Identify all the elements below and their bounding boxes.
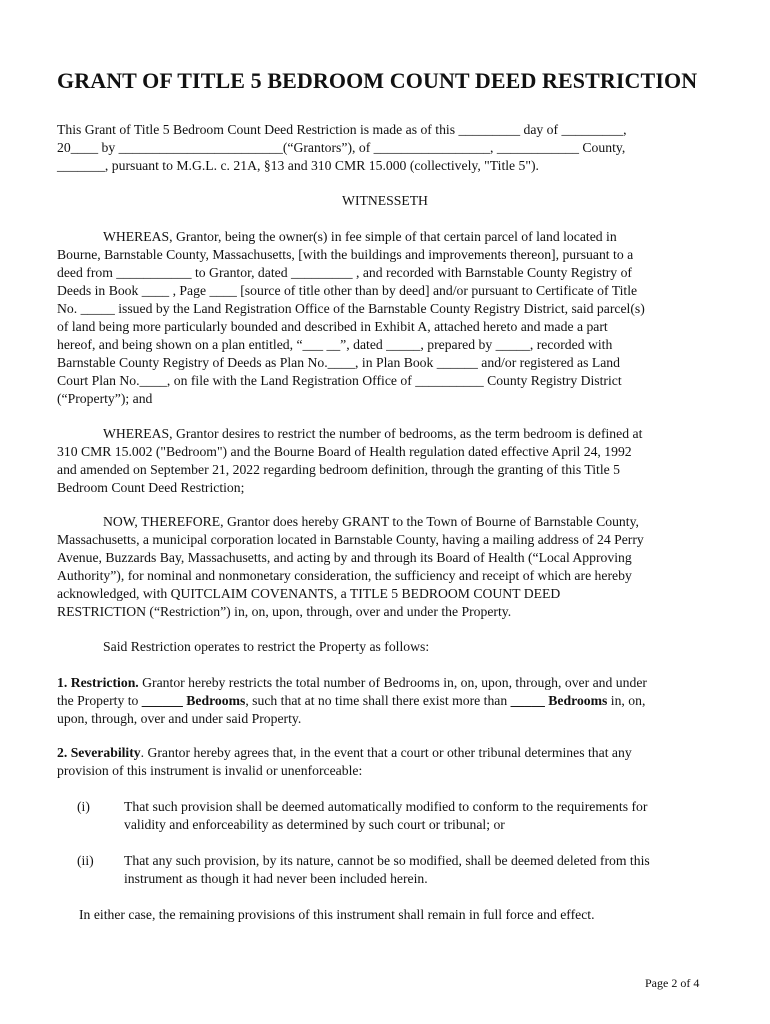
document-title: GRANT OF TITLE 5 BEDROOM COUNT DEED RESTRICTION — [57, 68, 698, 93]
paragraph-line: and amended on September 21, 2022 regarding bedroom definition, through the granting of this Title 5 — [57, 462, 620, 477]
section-text: in, on, — [607, 693, 646, 708]
list-line: That any such provision, by its nature, cannot be so modified, shall be deemed deleted from this — [124, 853, 650, 868]
bedrooms-label: Bedrooms — [544, 693, 608, 708]
bedroom-count-blank: _____ — [510, 693, 545, 708]
paragraph-line: hereof, and being shown on a plan entitled, “___ __”, dated _____, prepared by _____, recorded with — [57, 337, 613, 352]
section-text: , such that at no time shall there exist more than — [245, 693, 511, 708]
section-text: the Property to — [57, 693, 142, 708]
intro-paragraph — [57, 121, 717, 175]
section-line: upon, through, over and under said Property. — [57, 711, 302, 726]
paragraph-line: Barnstable County Registry of Deeds as Plan No.____, in Plan Book ______ and/or registered as Land — [57, 355, 620, 370]
intro-line: _______, pursuant to M.G.L. c. 21A, §13 and 310 CMR 15.000 (collectively, "Title 5"). — [57, 158, 539, 173]
paragraph-line: acknowledged, with QUITCLAIM COVENANTS, a TITLE 5 BEDROOM COUNT DEED — [57, 586, 561, 601]
section-line: provision of this instrument is invalid or unenforceable: — [57, 763, 363, 778]
paragraph-line: Bourne, Barnstable County, Massachusetts, [with the buildings and improvements thereon], pursuant to a — [57, 247, 634, 262]
page-number: Page 2 of 4 — [645, 976, 700, 990]
whereas-paragraph-2 — [57, 425, 717, 497]
paragraph-line: NOW, THEREFORE, Grantor does hereby GRANT to the Town of Bourne of Barnstable County, — [103, 514, 639, 529]
section-1-restriction — [57, 674, 717, 728]
paragraph-line: of land being more particularly bounded and described in Exhibit A, attached hereto and made a part — [57, 319, 608, 334]
bedroom-count-blank: ______ — [141, 693, 183, 708]
bedrooms-label: Bedrooms — [182, 693, 246, 708]
section-line — [57, 674, 717, 692]
list-item-number: (ii) — [77, 853, 94, 868]
list-item-text — [124, 852, 724, 888]
paragraph-line: Avenue, Buzzards Bay, Massachusetts, and acting by and through its Board of Health (“Local Approving — [57, 550, 632, 565]
list-item-text — [124, 798, 724, 834]
section-2-severability — [57, 744, 717, 780]
intro-line: 20____ by ________________________(“Grantors”), of _________________, ____________ County, — [57, 140, 626, 155]
paragraph-line: Court Plan No.____, on file with the Land Registration Office of __________ County Registry District — [57, 373, 622, 388]
section-1-heading: 1. Restriction. — [57, 675, 139, 690]
paragraph-line: Bedroom Count Deed Restriction; — [57, 480, 245, 495]
said-restriction-line: Said Restriction operates to restrict the Property as follows: — [103, 639, 430, 654]
list-line: validity and enforceability as determined by such court or tribunal; or — [124, 817, 505, 832]
section-text: . Grantor hereby agrees that, in the event that a court or other tribunal determines that any — [140, 745, 632, 760]
list-item-number: (i) — [77, 799, 90, 814]
paragraph-line: WHEREAS, Grantor, being the owner(s) in fee simple of that certain parcel of land located in — [103, 229, 617, 244]
paragraph-line: Massachusetts, a municipal corporation located in Barnstable County, having a mailing address of 24 Perry — [57, 532, 644, 547]
witnesseth-heading: WITNESSETH — [342, 193, 428, 208]
section-text: Grantor hereby restricts the total number of Bedrooms in, on, upon, through, over and under — [138, 675, 647, 690]
whereas-paragraph-1 — [57, 228, 717, 408]
paragraph-line: deed from ___________ to Grantor, dated _________ , and recorded with Barnstable County Registry of — [57, 265, 632, 280]
paragraph-line: Authority”), for nominal and nonmonetary consideration, the sufficiency and receipt of which are hereby — [57, 568, 632, 583]
either-case-paragraph: In either case, the remaining provisions of this instrument shall remain in full force and effect. — [79, 907, 595, 922]
paragraph-line: RESTRICTION (“Restriction”) in, on, upon, through, over and under the Property. — [57, 604, 512, 619]
list-line: instrument as though it had never been included herein. — [124, 871, 428, 886]
paragraph-line: Deeds in Book ____ , Page ____ [source of title other than by deed] and/or pursuant to Certificate of Title — [57, 283, 638, 298]
paragraph-line: (“Property”); and — [57, 391, 153, 406]
section-line — [57, 744, 717, 762]
paragraph-line: 310 CMR 15.002 ("Bedroom") and the Bourne Board of Health regulation dated effective April 24, 1992 — [57, 444, 632, 459]
section-2-heading: 2. Severability — [57, 745, 141, 760]
paragraph-line: No. _____ issued by the Land Registration Office of the Barnstable County Registry District, said parcel(s) — [57, 301, 645, 316]
section-line — [57, 692, 717, 710]
list-line: That such provision shall be deemed automatically modified to conform to the requirements for — [124, 799, 648, 814]
now-therefore-paragraph — [57, 513, 717, 621]
intro-line: This Grant of Title 5 Bedroom Count Deed Restriction is made as of this _________ day of _________, — [57, 122, 627, 137]
paragraph-line: WHEREAS, Grantor desires to restrict the number of bedrooms, as the term bedroom is defined at — [103, 426, 643, 441]
